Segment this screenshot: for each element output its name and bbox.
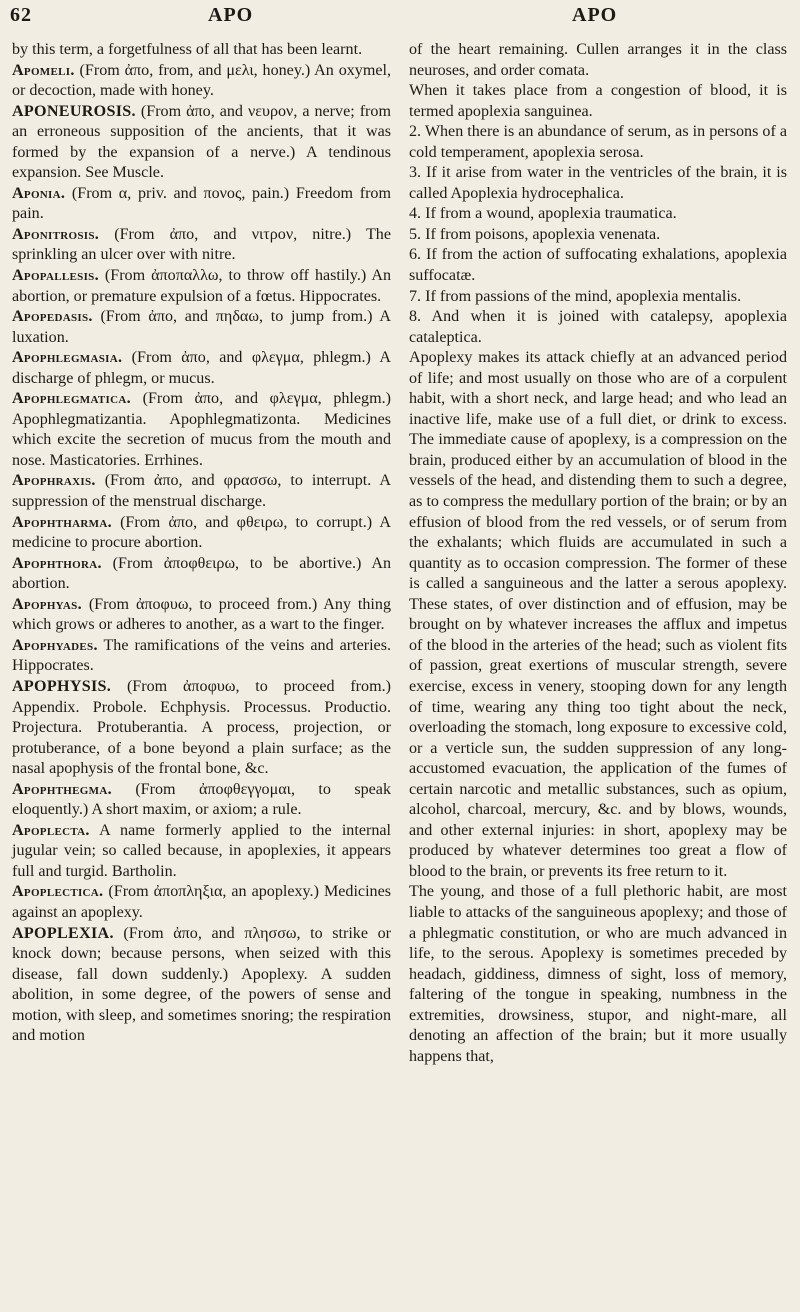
entry-text: 3. If it arise from water in the ventricles of the brain, it is called Apoplexia hydrocephalica. [409, 164, 787, 202]
page-number: 62 [10, 4, 32, 26]
entry-text: (From ἀπο, and φλεγμα, phlegm.) A discharge of phlegm, or mucus. [12, 349, 391, 387]
dictionary-entry [409, 882, 787, 1067]
entry-headword: APONEUROSIS. [12, 102, 136, 120]
dictionary-entry [12, 882, 391, 923]
entry-headword: Apophlegmatica. [12, 390, 131, 408]
entry-text: (From ἀποφθειρω, to be abortive.) An abortion. [12, 554, 391, 593]
dictionary-entry [12, 225, 391, 266]
continued-text [12, 40, 391, 61]
dictionary-entry [409, 225, 787, 246]
dictionary-entry [12, 677, 391, 780]
entry-text: A name formerly applied to the internal jugular vein; so called because, in apoplexies, it appears full and turgid. Bartholin. [12, 821, 391, 880]
entry-text: 2. When there is an abundance of serum, as in persons of a cold temperament, apoplexia serosa. [409, 123, 787, 161]
entry-headword: Apoplecta. [12, 821, 90, 839]
dictionary-entry [12, 61, 391, 102]
entry-text: The ramifications of the veins and arteries. Hippocrates. [12, 636, 391, 675]
dictionary-entry [12, 513, 391, 554]
entry-text: (From ἀπο, and πλησσω, to strike or knock down; because persons, when seized with this disease, fall down suddenly.) Apoplexy. A sudden abolition, in some degree, of the powers of sense and motion, with sleep, and sometimes snoring; the respiration and motion [12, 924, 391, 1045]
entry-headword: Apophthegma. [12, 780, 112, 798]
entry-headword: Aponitrosis. [12, 225, 100, 243]
continued-text [409, 40, 787, 81]
entry-text: 5. If from poisons, apoplexia venenata. [409, 225, 661, 243]
dictionary-entry [409, 163, 787, 204]
dictionary-entry [409, 122, 787, 163]
entry-text: 4. If from a wound, apoplexia traumatica. [409, 205, 677, 223]
dictionary-entry [12, 924, 391, 1047]
entry-text: (From ἀπο, and φλεγμα, phlegm.) Apophlegmatizantia. Apophlegmatizonta. Medicines which excite the secretion of mucus from the mouth and nose. Masticatories. Errhines. [12, 390, 391, 469]
entry-headword: Apophraxis. [12, 472, 96, 490]
entry-text: (From ἀπο, and νιτρον, nitre.) The sprinkling an ulcer over with nitre. [12, 225, 391, 264]
entry-text: (From ἀποπληξια, an apoplexy.) Medicines against an apoplexy. [12, 883, 391, 921]
entry-text: (From ἀπο, from, and μελι, honey.) An oxymel, or decoction, made with honey. [12, 61, 391, 100]
entry-text: (From ἀπο, and φθειρω, to corrupt.) A medicine to procure abortion. [12, 513, 391, 552]
dictionary-entry [12, 554, 391, 595]
entry-text: The young, and those of a full plethoric habit, are most liable to attacks of the sanguineous apoplexy; and those of a phlegmatic constitution, or who are much advanced in life, to the serous. Apoplexy is sometimes preceded by headach, giddiness, dimness of sight, loss of memory, faltering of the tongue in speaking, numbness in the extremities, drowsiness, stupor, and night-mare, all denoting an affection of the brain; but it more usually happens that, [409, 883, 787, 1065]
entry-headword: Apopedasis. [12, 308, 93, 326]
dictionary-entry [409, 81, 787, 122]
entry-headword: Apopallesis. [12, 267, 99, 285]
entry-headword: Apophyas. [12, 595, 82, 613]
running-head-left: APO [208, 4, 254, 26]
dictionary-entry [12, 595, 391, 636]
dictionary-entry [12, 780, 391, 821]
entry-text: of the heart remaining. Cullen arranges it in the class neuroses, and order comata. [409, 41, 787, 79]
right-column [409, 40, 787, 1067]
dictionary-entry [409, 348, 787, 882]
entry-text: (From α, priv. and πονος, pain.) Freedom from pain. [12, 184, 391, 223]
entry-text: (From ἀποπαλλω, to throw off hastily.) An abortion, or premature expulsion of a fœtus. Hippocrates. [12, 267, 391, 305]
entry-headword: Apophthora. [12, 554, 102, 572]
entry-text: (From ἀπο, and νευρον, a nerve; from an erroneous supposition of the ancients, that it was formed by the expansion of a nerve.) A tendinous expansion. See Muscle. [12, 102, 391, 182]
entry-headword: APOPHYSIS. [12, 677, 112, 695]
entry-headword: Aponia. [12, 184, 66, 202]
dictionary-entry [12, 389, 391, 471]
entry-text: (From ἀποφυω, to proceed from.) Any thing which grows or adheres to another, as a wart to the finger. [12, 595, 391, 634]
entry-headword: APOPLEXIA. [12, 924, 114, 942]
entry-text: Apoplexy makes its attack chiefly at an advanced period of life; and most usually on those who are of a corpulent habit, with a short neck, and large head; and who lead an inactive life, make use of a full diet, or drink to excess. The immediate cause of apoplexy, is a compression on the brain, produced either by an accumulation of blood in the vessels of the head, and distending them to such a degree, as to compress the medullary portion of the brain; or by an effusion of blood from the red vessels, or of serum from the exhalants; which fluids are accumulated in such a quantity as to occasion compression. The former of these is called a sanguineous and the latter a serous apoplexy. These states, of over distinction and of effusion, may be brought on by whatever increases the afflux and impetus of the blood in the arteries of the head; such as violent fits of passion, great exertions of muscular strength, severe exercise, excess in venery, stooping down for any length of time, wearing any thing too tight about the neck, overloading the stomach, long exposure to excessive cold, or a verticle sun, the sudden suppression of any long-accustomed evacuation, the application of the fumes of certain narcotic and metallic substances, such as opium, alcohol, charcoal, mercury, &c. and by blows, wounds, and other external injuries: in short, apoplexy may be produced by whatever determines too great a flow of blood to the brain, or prevents its free return to it. [409, 349, 787, 880]
entry-text: (From ἀπο, and πηδαω, to jump from.) A luxation. [12, 308, 391, 346]
running-head-right: APO [572, 4, 618, 26]
dictionary-entry [12, 471, 391, 512]
entry-text: (From ἀπο, and φρασσω, to interrupt. A suppression of the menstrual discharge. [12, 472, 391, 511]
entry-text: (From ἀποφθεγγομαι, to speak eloquently.) A short maxim, or axiom; a rule. [12, 780, 391, 819]
entry-headword: Apomeli. [12, 61, 75, 79]
entry-headword: Apoplectica. [12, 883, 104, 901]
entry-text: 6. If from the action of suffocating exhalations, apoplexia suffocatæ. [409, 246, 787, 285]
dictionary-entry [12, 266, 391, 307]
dictionary-entry [409, 287, 787, 308]
entry-text: 7. If from passions of the mind, apoplexia mentalis. [409, 287, 742, 305]
dictionary-entry [12, 636, 391, 677]
entry-text: (From ἀποφυω, to proceed from.) Appendix. Probole. Echphysis. Processus. Productio. Projectura. Protuberantia. A process, projection, or protuberance, of a bone beyond a plain surface; as the nasal apophysis of the frontal bone, &c. [12, 677, 391, 778]
dictionary-entry [12, 184, 391, 225]
entry-headword: Apophlegmasia. [12, 349, 123, 367]
left-column [12, 40, 391, 1047]
dictionary-entry [409, 204, 787, 225]
entry-text: 8. And when it is joined with catalepsy, apoplexia cataleptica. [409, 308, 787, 346]
dictionary-entry [12, 348, 391, 389]
entry-headword: Apophyades. [12, 636, 98, 654]
dictionary-entry [409, 245, 787, 286]
entry-headword: Apophtharma. [12, 513, 112, 531]
dictionary-entry [12, 821, 391, 883]
dictionary-entry [409, 307, 787, 348]
entry-text: by this term, a forgetfulness of all that has been learnt. [12, 41, 363, 58]
entry-text: When it takes place from a congestion of blood, it is termed apoplexia sanguinea. [409, 82, 787, 120]
dictionary-entry [12, 307, 391, 348]
dictionary-entry [12, 102, 391, 184]
